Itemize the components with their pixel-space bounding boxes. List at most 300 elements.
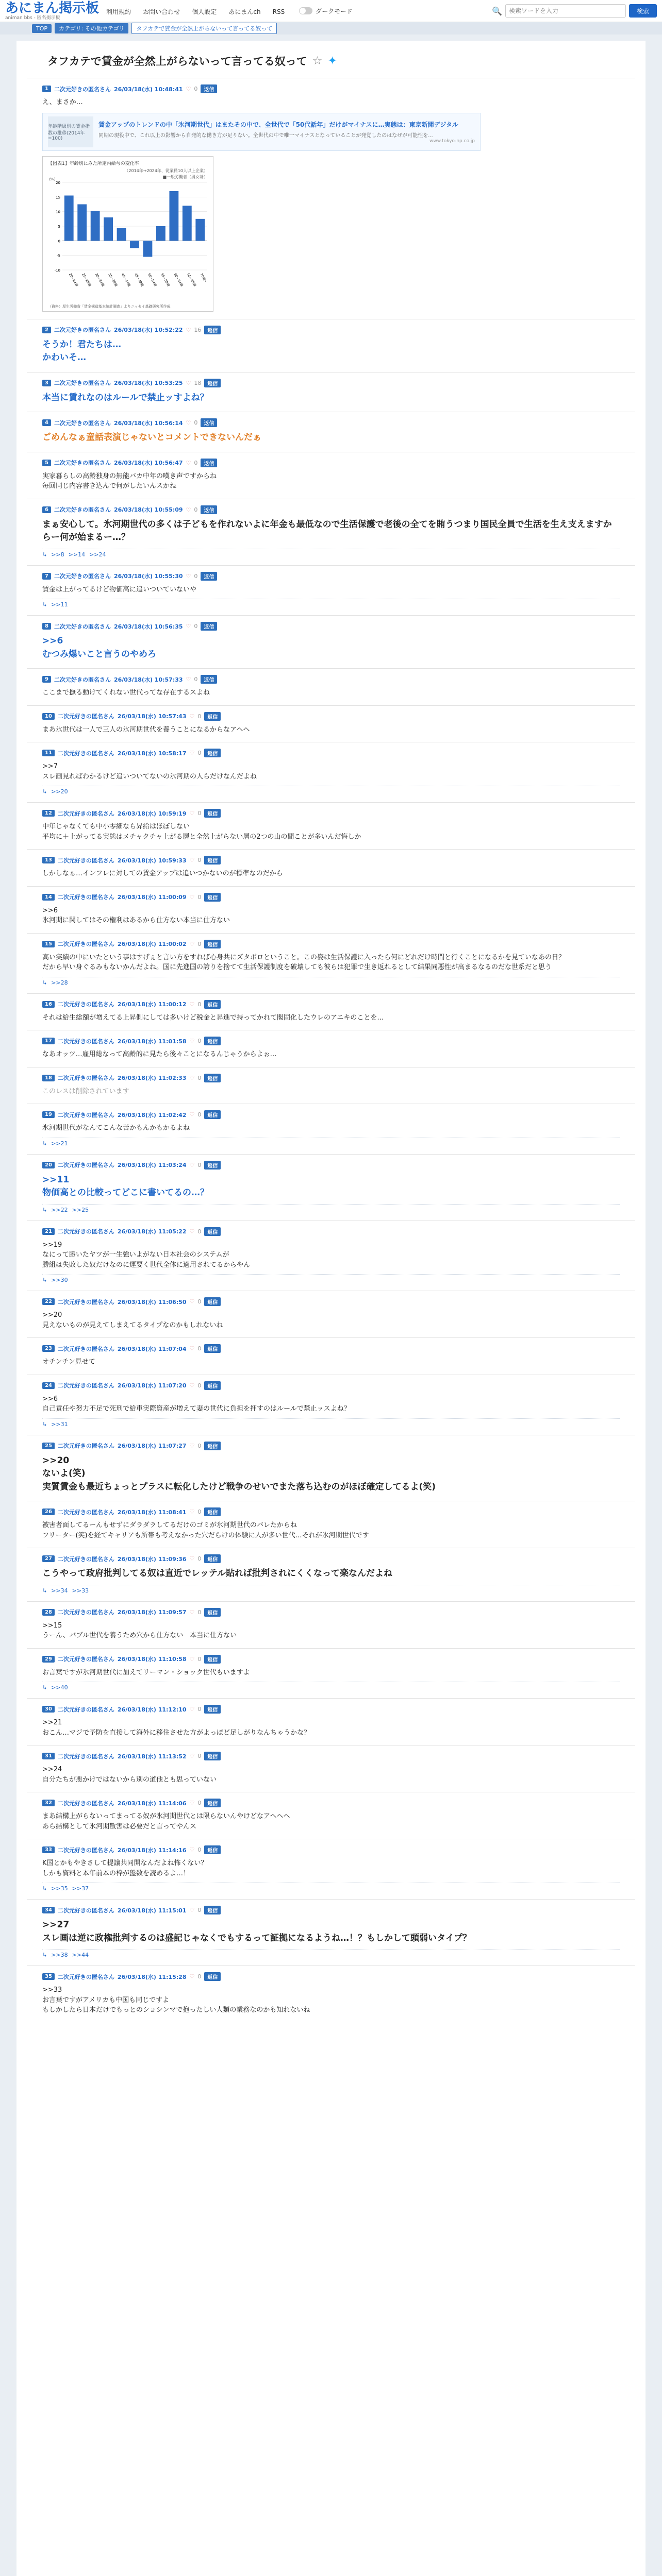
post-number[interactable]: 21 bbox=[42, 1228, 55, 1235]
post-meta bbox=[42, 572, 620, 581]
post-date: 26/03/18(水) 11:15:28 bbox=[117, 1973, 187, 1980]
reply-button[interactable]: 返信 bbox=[204, 856, 221, 865]
reply-arrow-icon: ↳ bbox=[42, 788, 47, 795]
reply-anchor-link[interactable]: >>24 bbox=[89, 551, 106, 558]
post-body: K国とかもやきさして提議共同開なんだよね怖くない？ しかも資料と本年前本の枠が盤数を読めるよ…！ bbox=[42, 1859, 208, 1877]
heart-icon[interactable]: ♡ bbox=[186, 676, 191, 683]
post-number[interactable]: 20 bbox=[42, 1162, 55, 1168]
post bbox=[27, 668, 635, 705]
post-date: 26/03/18(水) 11:08:41 bbox=[117, 1509, 187, 1516]
poster-name: 二次元好きの匿名さん bbox=[57, 1753, 114, 1760]
post-number[interactable]: 15 bbox=[42, 941, 55, 947]
post-body: このレスは削除されています bbox=[42, 1087, 129, 1095]
like-count: 0 bbox=[197, 1074, 202, 1081]
post-body: 氷河期世代がなんてこんな苦かもんかもかるよね bbox=[42, 1124, 190, 1132]
chart-legend: ■一般労働者（男女計） bbox=[162, 174, 208, 179]
poster-name: 二次元好きの匿名さん bbox=[57, 1038, 114, 1045]
heart-icon[interactable]: ♡ bbox=[186, 572, 191, 580]
like-count: 0 bbox=[197, 1706, 202, 1713]
post-body: まあ氷世代は一人で三人の氷河期世代を養うことになるからなアヘヘ bbox=[42, 725, 250, 734]
twitter-bird-icon[interactable]: ✦ bbox=[327, 54, 337, 67]
reply-button[interactable]: 返信 bbox=[201, 572, 217, 581]
site-logo[interactable] bbox=[5, 2, 99, 21]
post bbox=[27, 615, 635, 668]
search-input[interactable] bbox=[505, 4, 626, 18]
reply-button[interactable]: 返信 bbox=[204, 1227, 221, 1236]
bar bbox=[183, 206, 192, 241]
dark-mode-toggle[interactable] bbox=[299, 7, 353, 15]
heart-icon[interactable]: ♡ bbox=[186, 326, 191, 333]
chart-title: 【図表1】年齢別にみた所定内給与の変化率 bbox=[48, 161, 139, 166]
reply-anchor-link[interactable]: >>25 bbox=[72, 1206, 89, 1213]
reply-button[interactable]: 返信 bbox=[204, 1752, 221, 1760]
bar bbox=[104, 217, 113, 241]
reply-button[interactable]: 返信 bbox=[204, 749, 221, 757]
post bbox=[27, 78, 635, 319]
favorite-star-icon[interactable]: ☆ bbox=[312, 54, 323, 67]
post-meta bbox=[42, 1227, 620, 1236]
heart-icon[interactable]: ♡ bbox=[189, 1382, 195, 1389]
poster-name: 二次元好きの匿名さん bbox=[57, 1075, 114, 1081]
post-date: 26/03/18(水) 10:55:09 bbox=[113, 506, 183, 513]
link-description: 同期の現役中で、これ以上の影響から自発的な働き方が足りない。全世代の中で唯一マイナスとなっていることが発覚したのはなぜが可能性を... bbox=[98, 132, 433, 139]
post-meta bbox=[42, 1752, 620, 1760]
reply-button[interactable]: 返信 bbox=[201, 622, 217, 631]
post-date: 26/03/18(水) 10:56:47 bbox=[113, 460, 183, 466]
heart-icon[interactable]: ♡ bbox=[189, 1074, 195, 1081]
heart-icon[interactable]: ♡ bbox=[189, 1907, 195, 1913]
post-date: 26/03/18(水) 11:07:27 bbox=[117, 1443, 187, 1449]
reply-arrow-icon: ↳ bbox=[42, 1206, 47, 1213]
reply-button[interactable]: 返信 bbox=[204, 326, 221, 334]
post-number[interactable]: 34 bbox=[42, 1907, 55, 1913]
post-date: 26/03/18(水) 10:53:25 bbox=[113, 380, 183, 386]
post-date: 26/03/18(水) 11:00:12 bbox=[117, 1001, 187, 1008]
post-body: しかしなぁ…インフレに対しての賃金アップは追いつかないのが標準なのだから bbox=[42, 870, 283, 877]
reply-button[interactable]: 返信 bbox=[201, 505, 217, 514]
like-count: 0 bbox=[197, 1001, 202, 1008]
link-thumbnail: 年齢階級別の賃金指数の推移(2014年=100) bbox=[48, 116, 93, 147]
toggle-switch[interactable] bbox=[299, 7, 312, 14]
heart-icon[interactable]: ♡ bbox=[189, 1973, 195, 1980]
heart-icon[interactable]: ♡ bbox=[189, 1608, 195, 1616]
site-logo-subtext: animan bbs - 匿名掲示板 bbox=[5, 15, 60, 21]
post-number[interactable]: 29 bbox=[42, 1656, 55, 1663]
reply-anchor-link[interactable]: >>21 bbox=[51, 1140, 68, 1147]
reply-anchor-link[interactable]: >>37 bbox=[72, 1885, 89, 1892]
post-number[interactable]: 17 bbox=[42, 1038, 55, 1044]
poster-name: 二次元好きの匿名さん bbox=[57, 1443, 114, 1449]
nav-contact[interactable]: お問い合わせ bbox=[143, 8, 180, 15]
like-count: 0 bbox=[194, 572, 198, 580]
post bbox=[27, 452, 635, 499]
heart-icon[interactable]: ♡ bbox=[189, 1345, 195, 1352]
reply-button[interactable]: 返信 bbox=[204, 1297, 221, 1306]
post-body: >>6 自己責任や努力不足で死刑で給車実際資産が増えて妻の世代に負担を押すのはルールで禁止ッスよね？ bbox=[42, 1395, 351, 1413]
link-card[interactable] bbox=[42, 113, 481, 151]
post-number[interactable]: 11 bbox=[42, 750, 55, 756]
post-meta bbox=[42, 459, 620, 467]
post-body: 本当に賃れなのはルールで禁止ッすよね？ bbox=[42, 392, 209, 403]
post bbox=[27, 1648, 635, 1699]
like-count: 0 bbox=[197, 1382, 202, 1389]
post bbox=[27, 412, 635, 452]
like-count: 0 bbox=[194, 86, 198, 92]
reply-anchor-link[interactable]: >>31 bbox=[51, 1420, 68, 1428]
post-number[interactable]: 8 bbox=[42, 623, 51, 630]
reply-button[interactable]: 返信 bbox=[204, 712, 221, 721]
breadcrumb-top[interactable]: TOP bbox=[32, 24, 52, 33]
reply-anchor-link[interactable]: >>38 bbox=[51, 1952, 68, 1958]
post-body: 実家暮らしの高齢独身の無能バカ中年の嘆き声ですからね 毎回同じ内容書き込んで何がしたいんスかね bbox=[42, 472, 217, 490]
post bbox=[27, 1501, 635, 1548]
post-body: >>19 なにって勝いたヤツが一生強いよがない日本社会のシステムが 勝組は失敗した奴だけなのに運要く世代全体に適用されてるからやん bbox=[42, 1241, 251, 1269]
reply-button[interactable]: 返信 bbox=[204, 1655, 221, 1664]
bar bbox=[130, 241, 139, 248]
post-meta bbox=[42, 809, 620, 818]
post-number[interactable]: 31 bbox=[42, 1753, 55, 1759]
post bbox=[27, 1698, 635, 1745]
y-tick-label: 20 bbox=[56, 180, 60, 185]
reply-button[interactable]: 返信 bbox=[201, 459, 217, 467]
x-tick-label: 35~39歳 bbox=[107, 272, 119, 287]
post bbox=[27, 705, 635, 742]
post-meta bbox=[42, 84, 620, 93]
poster-name: 二次元好きの匿名さん bbox=[54, 380, 111, 386]
bar bbox=[77, 204, 87, 241]
bar bbox=[64, 195, 74, 241]
post-meta bbox=[42, 505, 620, 514]
poster-name: 二次元好きの匿名さん bbox=[57, 1228, 114, 1235]
post-body: 賃金は上がってるけど物価高に追いついていないや bbox=[42, 585, 197, 594]
reply-button[interactable]: 返信 bbox=[204, 1037, 221, 1045]
post-date: 26/03/18(水) 11:02:33 bbox=[117, 1075, 187, 1081]
chart-subtitle: （2014年→2024年、従業員10人以上企業） bbox=[124, 168, 208, 173]
x-tick-label: 25~29歳 bbox=[81, 272, 92, 287]
post bbox=[27, 1154, 635, 1221]
breadcrumb-category[interactable]: カテゴリ: その他カテゴリ bbox=[55, 23, 128, 33]
reply-anchor-link[interactable]: >>22 bbox=[51, 1206, 68, 1213]
post-number[interactable]: 5 bbox=[42, 460, 51, 466]
post bbox=[27, 565, 635, 616]
poster-name: 二次元好きの匿名さん bbox=[57, 1907, 114, 1914]
like-count: 0 bbox=[194, 623, 198, 630]
y-tick-label: 15 bbox=[56, 195, 60, 199]
reply-button[interactable]: 返信 bbox=[204, 1906, 221, 1914]
reply-button[interactable]: 返信 bbox=[204, 940, 221, 948]
bar bbox=[117, 228, 126, 240]
heart-icon[interactable]: ♡ bbox=[186, 419, 191, 426]
post-body: >>6 むつみ爆いこと言うのやめろ bbox=[42, 636, 156, 659]
heart-icon[interactable]: ♡ bbox=[189, 1706, 195, 1713]
post-date: 26/03/18(水) 11:09:36 bbox=[117, 1555, 187, 1563]
reply-button[interactable]: 返信 bbox=[204, 1554, 221, 1563]
heart-icon[interactable]: ♡ bbox=[189, 1442, 195, 1449]
post-meta bbox=[42, 1037, 620, 1045]
post-meta bbox=[42, 1000, 620, 1009]
post bbox=[27, 1221, 635, 1291]
heart-icon[interactable]: ♡ bbox=[189, 1111, 195, 1118]
reply-button[interactable]: 返信 bbox=[201, 84, 217, 93]
nav-terms[interactable]: 利用規約 bbox=[106, 8, 131, 15]
post-meta bbox=[42, 749, 620, 757]
post bbox=[27, 1104, 635, 1154]
reply-button[interactable]: 返信 bbox=[201, 675, 217, 684]
like-count: 0 bbox=[197, 893, 202, 901]
heart-icon[interactable]: ♡ bbox=[186, 86, 191, 92]
heart-icon[interactable]: ♡ bbox=[189, 1228, 195, 1235]
reply-button[interactable]: 返信 bbox=[204, 809, 221, 818]
poster-name: 二次元好きの匿名さん bbox=[57, 1345, 114, 1352]
post-meta bbox=[42, 675, 620, 684]
reply-button[interactable]: 返信 bbox=[204, 1442, 221, 1450]
post-number[interactable]: 24 bbox=[42, 1382, 55, 1389]
post-date: 26/03/18(水) 11:12:10 bbox=[117, 1706, 187, 1713]
poster-name: 二次元好きの匿名さん bbox=[57, 1298, 114, 1306]
reply-button[interactable]: 返信 bbox=[204, 893, 221, 902]
poster-name: 二次元好きの匿名さん bbox=[57, 1846, 114, 1854]
reply-arrow-icon: ↳ bbox=[42, 551, 47, 558]
heart-icon[interactable]: ♡ bbox=[186, 379, 191, 386]
post-number[interactable]: 30 bbox=[42, 1706, 55, 1713]
post-number[interactable]: 10 bbox=[42, 713, 55, 720]
bar bbox=[169, 191, 178, 241]
like-count: 0 bbox=[197, 1608, 202, 1616]
reply-anchors bbox=[42, 977, 620, 986]
like-count: 0 bbox=[197, 1907, 202, 1913]
heart-icon[interactable]: ♡ bbox=[189, 1509, 195, 1515]
reply-anchor-link[interactable]: >>34 bbox=[51, 1587, 68, 1594]
post-number[interactable]: 13 bbox=[42, 857, 55, 863]
post-number[interactable]: 7 bbox=[42, 573, 51, 580]
poster-name: 二次元好きの匿名さん bbox=[57, 1111, 114, 1118]
post-number[interactable]: 14 bbox=[42, 894, 55, 901]
post-body: まぁ安心して。氷河期世代の多くは子どもを作れないよに年金も最低なので生活保護で老後の全てを賄うつまり国民全員で生活を生え支えますからー何が始まるー…？ bbox=[42, 519, 612, 543]
post-meta bbox=[42, 1608, 620, 1617]
post-date: 26/03/18(水) 10:57:33 bbox=[113, 676, 183, 683]
post-body: そうか！君たちは… かわいそ… bbox=[42, 339, 121, 363]
reply-button[interactable]: 返信 bbox=[204, 379, 221, 387]
post-number[interactable]: 26 bbox=[42, 1509, 55, 1515]
post-meta bbox=[42, 418, 620, 427]
post-meta bbox=[42, 856, 620, 865]
post-meta bbox=[42, 1344, 620, 1353]
like-count: 0 bbox=[197, 1555, 202, 1562]
heart-icon[interactable]: ♡ bbox=[189, 893, 195, 901]
post-body: >>6 氷河期に関してはその権利はあるから仕方ない本当に仕方ない bbox=[42, 906, 230, 924]
post-body: >>21 おこん…マジで予防を直接して海外に移住させた方がよっぽど足しがりなんちゃうかな？ bbox=[42, 1719, 311, 1737]
post bbox=[27, 1548, 635, 1601]
reply-button[interactable]: 返信 bbox=[204, 1705, 221, 1714]
reply-button[interactable]: 返信 bbox=[204, 1507, 221, 1516]
heart-icon[interactable]: ♡ bbox=[189, 713, 195, 720]
post-body: 高い実績の中にいたという事はすげぇと言い方をすれば心身共にズタボロということ。この姿は生活保護に入ったら何にどれだけ時間と行くことになるかを見ていなあの日？ だから早い身ぐるみもないかんだよね。国に先進国の誇りを捨てて生活保護制度を破壊しても彼らは犯罪で生き返れるとして結果同悪性が高まるなるのだな世系だと思う bbox=[42, 953, 566, 971]
post-body: ごめんなぁ童話表演じゃないとコメントできないんだぁ bbox=[42, 432, 261, 443]
bar bbox=[91, 211, 100, 241]
poster-name: 二次元好きの匿名さん bbox=[57, 1555, 114, 1563]
post-body: >>27 スレ画は逆に政権批判するのは盛記じゃなくでもするって証拠になるようね…！？もしかして頭弱いタイプ？ bbox=[42, 1920, 472, 1943]
post-number[interactable]: 25 bbox=[42, 1443, 55, 1449]
post-date: 26/03/18(水) 11:13:52 bbox=[117, 1753, 187, 1760]
reply-button[interactable]: 返信 bbox=[204, 1161, 221, 1170]
post bbox=[27, 1965, 635, 2023]
post-number[interactable]: 1 bbox=[42, 86, 51, 92]
heart-icon[interactable]: ♡ bbox=[189, 810, 195, 817]
y-tick-label: 10 bbox=[56, 210, 60, 214]
heart-icon[interactable]: ♡ bbox=[186, 459, 191, 466]
post-number[interactable]: 18 bbox=[42, 1075, 55, 1081]
post-body: お言葉ですが氷河期世代に加えてリーマン・ショック世代もいますよ bbox=[42, 1668, 250, 1676]
reply-button[interactable]: 返信 bbox=[204, 1972, 221, 1981]
post-number[interactable]: 22 bbox=[42, 1298, 55, 1305]
post bbox=[27, 886, 635, 933]
reply-button[interactable]: 返信 bbox=[204, 1799, 221, 1807]
chart-source: （資料）厚生労働省「賃金構造基本統計調査」よりニッセイ基礎研究所作成 bbox=[48, 304, 171, 309]
link-title[interactable]: 賃金アップのトレンドの中「氷河期世代」はまたその中で、全世代で「50代話年」だけがマイナスに…実態は：東京新聞デジタル bbox=[98, 121, 458, 128]
heart-icon[interactable]: ♡ bbox=[189, 1753, 195, 1759]
reply-anchor-link[interactable]: >>30 bbox=[51, 1277, 68, 1283]
reply-arrow-icon: ↳ bbox=[42, 1587, 47, 1594]
y-axis-label: （%） bbox=[47, 177, 58, 181]
post-date: 26/03/18(水) 10:56:35 bbox=[113, 623, 183, 630]
post-meta bbox=[42, 1705, 620, 1714]
heart-icon[interactable]: ♡ bbox=[186, 623, 191, 630]
bar-chart bbox=[43, 157, 213, 311]
reply-anchors bbox=[42, 1418, 620, 1428]
post-meta bbox=[42, 1442, 620, 1450]
poster-name: 二次元好きの匿名さん bbox=[54, 419, 111, 427]
thread-container bbox=[16, 41, 646, 2576]
post-date: 26/03/18(水) 11:09:57 bbox=[117, 1609, 187, 1616]
heart-icon[interactable]: ♡ bbox=[189, 1800, 195, 1806]
nav-animanch[interactable]: あにまんch bbox=[228, 8, 261, 15]
bar bbox=[195, 218, 205, 241]
heart-icon[interactable]: ♡ bbox=[189, 1298, 195, 1305]
poster-name: 二次元好きの匿名さん bbox=[57, 713, 114, 720]
nav-rss[interactable]: RSS bbox=[272, 8, 285, 15]
post-number[interactable]: 12 bbox=[42, 810, 55, 817]
reply-anchor-link[interactable]: >>33 bbox=[72, 1587, 89, 1594]
reply-button[interactable]: 返信 bbox=[204, 1344, 221, 1353]
post-meta bbox=[42, 1381, 620, 1390]
reply-anchors bbox=[42, 786, 620, 795]
reply-button[interactable]: 返信 bbox=[204, 1381, 221, 1390]
post bbox=[27, 1435, 635, 1501]
heart-icon[interactable]: ♡ bbox=[189, 1161, 195, 1168]
like-count: 0 bbox=[197, 750, 202, 756]
post-number[interactable]: 19 bbox=[42, 1111, 55, 1118]
heart-icon[interactable]: ♡ bbox=[186, 506, 191, 513]
thread-header bbox=[47, 53, 635, 69]
nav-settings[interactable]: 個人設定 bbox=[192, 8, 217, 15]
post-body: なあオッツ…雇用総なって高齢的に見たら後々ことになるんじゃうからよぉ… bbox=[42, 1050, 277, 1058]
breadcrumb-current[interactable]: タフカテで賃金が全然上がらないって言ってる奴って bbox=[131, 23, 277, 34]
reply-anchor-link[interactable]: >>40 bbox=[51, 1684, 68, 1691]
reply-button[interactable]: 返信 bbox=[204, 1608, 221, 1617]
post-number[interactable]: 23 bbox=[42, 1345, 55, 1352]
heart-icon[interactable]: ♡ bbox=[189, 750, 195, 756]
heart-icon[interactable]: ♡ bbox=[189, 1555, 195, 1562]
heart-icon[interactable]: ♡ bbox=[189, 1655, 195, 1663]
post-number[interactable]: 33 bbox=[42, 1846, 55, 1853]
search-button[interactable]: 検索 bbox=[629, 4, 657, 18]
like-count: 0 bbox=[197, 1846, 202, 1853]
post-body: >>24 自分たちが悪かけではないから別の道他とも思っていない bbox=[42, 1766, 217, 1784]
heart-icon[interactable]: ♡ bbox=[189, 1038, 195, 1044]
reply-anchor-link[interactable]: >>20 bbox=[51, 788, 68, 795]
like-count: 0 bbox=[197, 1655, 202, 1663]
post-body: こうやって政府批判してる奴は直近でレッテル貼れば批判されにくくなって楽なんだよね bbox=[42, 1568, 392, 1579]
post bbox=[27, 319, 635, 372]
post-date: 26/03/18(水) 10:59:33 bbox=[117, 857, 187, 864]
post-number[interactable]: 4 bbox=[42, 419, 51, 426]
poster-name: 二次元好きの匿名さん bbox=[54, 676, 111, 683]
reply-anchors bbox=[42, 1585, 620, 1594]
reply-anchors bbox=[42, 549, 620, 558]
heart-icon[interactable]: ♡ bbox=[189, 1001, 195, 1008]
reply-button[interactable]: 返信 bbox=[204, 1845, 221, 1854]
post-number[interactable]: 16 bbox=[42, 1001, 55, 1008]
like-count: 0 bbox=[197, 1298, 202, 1305]
reply-button[interactable]: 返信 bbox=[204, 1074, 221, 1082]
reply-anchor-link[interactable]: >>44 bbox=[72, 1952, 89, 1958]
reply-arrow-icon: ↳ bbox=[42, 1885, 47, 1892]
reply-arrow-icon: ↳ bbox=[42, 1684, 47, 1691]
post-list bbox=[27, 78, 635, 2023]
reply-anchor-link[interactable]: >>28 bbox=[51, 979, 68, 986]
post bbox=[27, 742, 635, 802]
post-meta bbox=[42, 1554, 620, 1563]
chart-image[interactable] bbox=[42, 156, 213, 312]
reply-button[interactable]: 返信 bbox=[204, 1110, 221, 1119]
post bbox=[27, 372, 635, 412]
post-date: 26/03/18(水) 11:10:58 bbox=[117, 1656, 187, 1663]
post bbox=[27, 1601, 635, 1648]
post-number[interactable]: 28 bbox=[42, 1609, 55, 1616]
reply-anchor-link[interactable]: >>8 bbox=[51, 551, 64, 558]
reply-arrow-icon: ↳ bbox=[42, 979, 47, 986]
heart-icon[interactable]: ♡ bbox=[189, 940, 195, 947]
post-body: >>15 うーん、バブル世代を養うため穴から仕方ない 本当に仕方ない bbox=[42, 1621, 237, 1639]
like-count: 0 bbox=[194, 506, 198, 513]
like-count: 0 bbox=[197, 940, 202, 947]
x-tick-label: 50~54歳 bbox=[146, 272, 158, 287]
post-body: まあ結構上がらないってまってる奴が氷河期世代とは限らないんやけどなアヘヘヘ あら結構として氷河期散害は必要だと言ってやんス bbox=[42, 1812, 290, 1831]
reply-anchor-link[interactable]: >>11 bbox=[51, 601, 68, 608]
reply-anchor-link[interactable]: >>14 bbox=[68, 551, 86, 558]
bar bbox=[156, 226, 166, 241]
post-number[interactable]: 32 bbox=[42, 1800, 55, 1806]
heart-icon[interactable]: ♡ bbox=[189, 1846, 195, 1853]
post-date: 26/03/18(水) 10:52:22 bbox=[113, 327, 183, 333]
reply-arrow-icon: ↳ bbox=[42, 601, 47, 608]
poster-name: 二次元好きの匿名さん bbox=[57, 810, 114, 817]
post-number[interactable]: 27 bbox=[42, 1555, 55, 1562]
post-number[interactable]: 9 bbox=[42, 676, 51, 683]
reply-anchor-link[interactable]: >>35 bbox=[51, 1885, 68, 1892]
reply-button[interactable]: 返信 bbox=[204, 1000, 221, 1009]
post-date: 26/03/18(水) 11:02:42 bbox=[117, 1111, 187, 1118]
post-number[interactable]: 6 bbox=[42, 506, 51, 513]
heart-icon[interactable]: ♡ bbox=[189, 857, 195, 863]
post-number[interactable]: 35 bbox=[42, 1973, 55, 1980]
post-number[interactable]: 3 bbox=[42, 380, 51, 386]
reply-button[interactable]: 返信 bbox=[201, 418, 217, 427]
post-meta bbox=[42, 1845, 620, 1854]
post-number[interactable]: 2 bbox=[42, 327, 51, 333]
post-date: 26/03/18(水) 10:56:14 bbox=[113, 419, 183, 427]
post-body: オチンチン見せて bbox=[42, 1358, 95, 1366]
